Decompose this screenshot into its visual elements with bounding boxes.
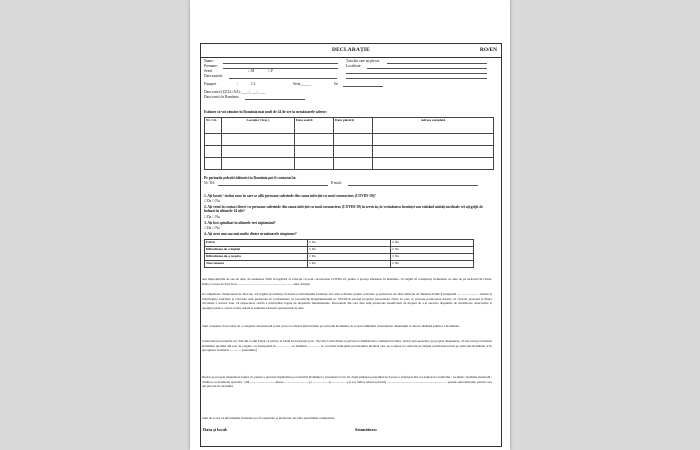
checkbox-m[interactable]: □ M — [248, 69, 255, 73]
label-nume: Nume: — [204, 59, 214, 63]
label-data-sosirii: Data sosirii (ZZ/LL/AA): ____/____/____ — [204, 90, 266, 94]
address-table — [204, 117, 494, 170]
address-table-title: Estimez că voi rămâne în România mai mult de 24 de ore la următoarele adrese: — [204, 110, 327, 114]
table-row[interactable] — [205, 146, 494, 158]
label-data-nasterii: Data nașterii: — [204, 74, 224, 78]
label-tel: Nr. Tel: — [204, 181, 215, 185]
paragraph-responsibility: Declar pe propria răspundere faptul că, pentru a preveni răspândirea pe teritoriul României a virusului Covid-19, după părăsirea punctului de trecere a frontierei mă voi deplasa la domiciliu / locuință / instituție medicală / clădirea cu destinație specială / altă ............................. adresa ............................. (a .................. și ..................) și voi indica adresa (exactă) ......................................................................... pentru autovehiculul, pentru care am plecare în carantină. — [202, 375, 492, 389]
language-code: RO/EN — [479, 47, 497, 53]
field-tel[interactable] — [218, 185, 328, 186]
field-extra-1[interactable] — [346, 73, 487, 74]
separator-slash: / — [237, 82, 238, 86]
table-row — [205, 261, 474, 268]
symptom-name: Dificultatea de a înghiți — [205, 247, 308, 254]
field-data-sosirii-romania[interactable] — [245, 99, 305, 100]
table-row — [205, 254, 474, 261]
label-nr: Nr. — [334, 82, 339, 86]
paragraph-consent: Sunt de acord că informațiile furnizate pot fi consultate și prelucrate de către autoritățile competente. — [202, 416, 336, 420]
field-extra-2[interactable] — [346, 78, 487, 79]
question-2: 2. Ați venit în contact direct cu persoane suferinde din cauza infecției cu noul coronavirus (COVID-19) în serviciu, în vecinătatea locuinței sau vizitând unități medicale cei ați grijit de bolnavi în ultimele 14 zile? — [204, 205, 483, 214]
label-tara: Țara din care ați plecat: — [346, 59, 380, 63]
address-header-data-plecarii: Data plecării — [334, 118, 373, 134]
field-data-nasterii[interactable] — [229, 78, 337, 79]
table-row[interactable] — [205, 134, 494, 146]
symptom-da[interactable]: □ Da — [308, 247, 391, 254]
symptom-da[interactable]: □ Da — [308, 261, 391, 268]
address-header-nr: Nr. Crt. — [205, 118, 222, 134]
table-row[interactable] — [205, 158, 494, 170]
question-3: 3. Ați fost spitalizat în ultimele trei săptămâni? — [204, 221, 276, 225]
answer-3[interactable]: □ Da □ Nu — [204, 226, 220, 230]
label-prenume: Prenume: — [204, 64, 218, 68]
table-row — [205, 247, 474, 254]
symptom-name: Febră — [205, 240, 308, 247]
document-page — [190, 0, 510, 450]
symptom-nu[interactable]: □ Nu — [391, 261, 474, 268]
label-data-sosirii-romania: Data sosirii în România: — [204, 95, 240, 99]
address-header-locatia: Locația ( Oraș ) — [222, 118, 295, 134]
checkbox-f[interactable]: □ F — [268, 69, 274, 73]
label-ci: C.I. — [251, 82, 257, 86]
label-sexul: Sexul — [204, 69, 213, 73]
symptom-nu[interactable]: □ Nu — [391, 254, 474, 261]
symptoms-table — [204, 239, 474, 268]
table-row — [205, 240, 474, 247]
paragraph-intro: Am împrejurările de sus de date, de asemenea 2020 în legătură cu infecția cu noul coronavirus COVID-19, pentru a proteja sănătatea în România, vă rugăm să completați formularul cu date de pe teritoriul în China, Italia, Coreea de Sud, Iran ................................................................... sunt obligați — [202, 277, 492, 286]
declaration-title: DECLARAȚIE — [332, 47, 370, 53]
symptom-da[interactable]: □ Da — [308, 240, 391, 247]
label-email: E-mail: — [331, 181, 342, 185]
question-1: 1. Ați locuit / vizitat zone în care se află persoane suferinde din cauza infecției cu noul coronavirus (COVID-19)? — [204, 194, 376, 198]
paragraph-data-protection: să completeze chestionarul de mai sus. Vă rugăm să estimați că datele și informațiile furnizate aici sunt solicitate pentru colectare și prelucrare de către Direcția de Sănătate Publică Județeană ........................... Datele și informațiile solicitate și colectate sunt prelucrate în conformitate cu prevederile Regulamentului nr. 679/2016 privind protecția persoanelor fizice în ceea ce privește prelucrarea datelor cu caracter personal și libera circulație a acestor date, vă respectarea strictă a principiilor legate de drepturile fundamentale. Persoanele din care date sunt prelucrate beneficiază de dreptul de a-și exercita drepturile de modificare, intervenție și opoziție printr-o cerere scrisă, datată și semnată adresată operatorului de date. — [202, 292, 492, 310]
label-localitate: Localitate: — [346, 64, 362, 68]
symptom-name: Dificultatea de a respira — [205, 254, 308, 261]
label-pasaport: Pașaport — [204, 82, 217, 86]
paragraph-penal-code: Cunoscând prevederile art. 326 din Codul Penal cu privire la falsul în declarații și art. 352 din Codul Penal cu privire la zădărnicirea combaterii bolilor, declar prin prezenta, pe proprie răspundere, că am sosit pe teritoriul României plecând din țara de origine, cu transportul în ................. cu numărul ............... și voi urma indicațiile personalului medical care ne-a expus la controlul pe timpul sosirii/întoarcerii pe teritoriul României și în apropierea frontierei .............. (denumire) — [202, 339, 492, 353]
symptom-nu[interactable]: □ Nu — [391, 247, 474, 254]
symptom-da[interactable]: □ Da — [308, 254, 391, 261]
field-localitate[interactable] — [367, 68, 487, 69]
paragraph-refusal: Sunt conștient că un refuz de a completa chestionarul poate provoca refuzul intrării mele pe teritoriul României, în scopul eliminării eventualelor amenințări la adresa sănătății publice a României. — [202, 324, 460, 328]
label-seria: Seria______ — [293, 82, 312, 86]
label-semnatura: Semnătura: — [355, 427, 378, 432]
answer-2[interactable]: □ Da □ Nu — [204, 215, 220, 219]
question-4: 4. Ați avut una sau mai multe dintre următoarele simptome? — [204, 232, 297, 236]
label-data-locul: Data și locul: — [203, 427, 228, 432]
address-header-data-sosirii: Data sosirii — [295, 118, 334, 134]
contact-title: Pe perioada șederii/călătoriei în România pot fi contactat la: — [204, 176, 297, 180]
field-nr[interactable] — [343, 86, 383, 87]
symptom-name: Tuse intensă — [205, 261, 308, 268]
answer-1[interactable]: □ Da □ Nu — [204, 199, 220, 203]
field-email[interactable] — [348, 185, 478, 186]
field-prenume[interactable] — [223, 68, 338, 69]
symptom-nu[interactable]: □ Nu — [391, 240, 474, 247]
field-tara[interactable] — [387, 63, 487, 64]
field-nume[interactable] — [223, 63, 338, 64]
address-header-adresa: Adresa completă — [373, 118, 494, 134]
